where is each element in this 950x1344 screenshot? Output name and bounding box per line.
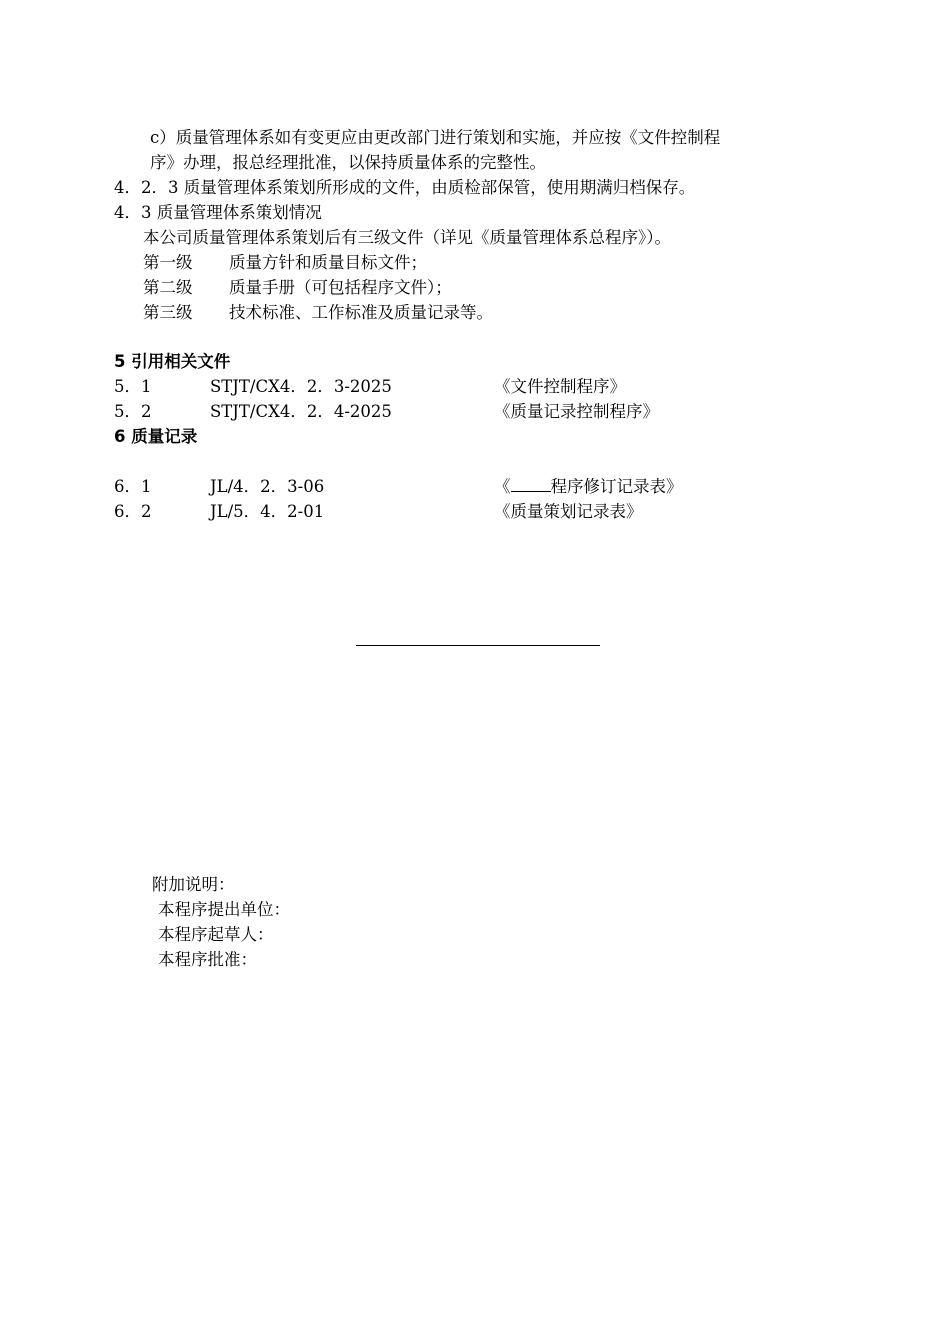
section-6-heading: 6 质量记录 [114,427,198,446]
reference-code: STJT/CX4．2．3-2025 [210,377,392,396]
blank-underline [511,475,551,492]
level-desc: 技术标准、工作标准及质量记录等。 [229,303,493,322]
proposing-unit-label: 本程序提出单位： [158,900,290,919]
approver-label: 本程序批准： [158,950,257,969]
level-desc: 质量方针和质量目标文件； [229,253,427,272]
drafter-label: 本程序起草人： [158,925,274,944]
record-title: 《质量策划记录表》 [494,502,643,521]
level-label: 第三级 [143,303,193,322]
level-label: 第一级 [143,253,193,272]
item-c-line2: 序》办理，报总经理批准，以保持质量体系的完整性。 [150,153,546,172]
reference-number: 5．1 [114,377,152,396]
section-5-heading: 5 引用相关文件 [114,352,231,371]
record-title-prefix: 《 [494,477,511,496]
level-desc: 质量手册（可包括程序文件）； [229,278,452,297]
record-title-suffix: 程序修订记录表》 [550,477,683,496]
reference-number: 5．2 [114,402,152,421]
item-c-line1: c）质量管理体系如有变更应由更改部门进行策划和实施，并应按《文件控制程 [150,128,721,147]
record-number: 6．2 [114,502,152,521]
reference-title: 《文件控制程序》 [494,377,626,396]
end-divider [356,645,600,646]
note-label: 附加说明： [152,875,235,894]
reference-title: 《质量记录控制程序》 [494,402,659,421]
reference-code: STJT/CX4．2．4-2025 [210,402,392,421]
record-title [494,474,683,499]
item-4-2-3: 4．2．3 质量管理体系策划所形成的文件，由质检部保管，使用期满归档保存。 [114,178,696,197]
level-row-2 [143,275,452,300]
item-4-3-title: 4．3 质量管理体系策划情况 [114,203,322,222]
level-row-3 [143,300,493,325]
record-number: 6．1 [114,477,152,496]
item-4-3-body: 本公司质量管理体系策划后有三级文件（详见《质量管理体系总程序》）。 [143,228,671,247]
level-row-1 [143,250,427,275]
record-code: JL/5．4．2-01 [210,502,325,521]
level-label: 第二级 [143,278,193,297]
record-code: JL/4．2．3-06 [210,477,325,496]
